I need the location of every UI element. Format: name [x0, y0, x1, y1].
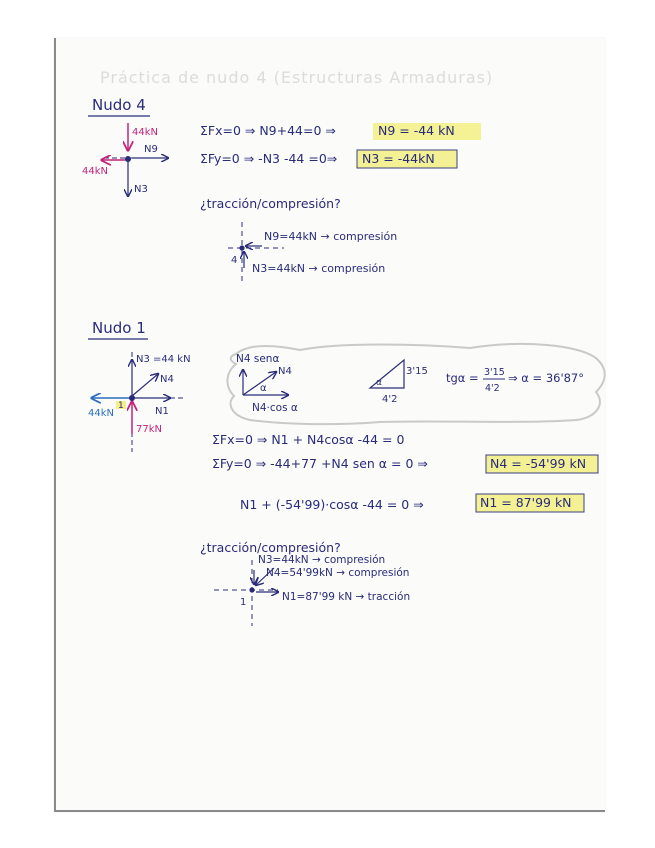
node1-n4-label: N4 — [160, 374, 174, 385]
node4-title: Nudo 4 — [92, 96, 146, 114]
node1-answer-number: 1 — [240, 597, 247, 608]
n4-arrow — [132, 374, 158, 396]
node4-answer-n9: N9=44kN → compresión — [264, 230, 398, 243]
node4-diagram — [82, 123, 168, 196]
tg-numerator: 3'15 — [484, 367, 505, 378]
node4-eq-fy-result: N3 = -44kN — [362, 151, 435, 166]
tangent-formula — [446, 367, 584, 394]
node4-eq-fy: ΣFy=0 ⇒ -N3 -44 =0⇒ — [200, 151, 338, 166]
node1-joint — [129, 395, 135, 401]
node1-eq-n1-result: N1 = 87'99 kN — [480, 495, 572, 510]
triangle-base-label: 4'2 — [382, 394, 398, 405]
bleed-through-text: Práctica de nudo 4 (Estructuras Armaduras) — [100, 68, 494, 87]
node1-n1-label: N1 — [155, 406, 169, 417]
node1-n3-label: N3 =44 kN — [136, 354, 191, 365]
node4-answer-sketch — [228, 222, 397, 282]
node1-question: ¿tracción/compresión? — [200, 540, 341, 555]
tg-result: ⇒ α = 36'87° — [508, 371, 584, 385]
node4-load-left-label: 44kN — [82, 166, 108, 177]
n4-decomposition-sketch — [236, 353, 298, 414]
angle-triangle — [370, 360, 428, 405]
node1-load-bottom-label: 77kN — [136, 424, 162, 435]
node1-title: Nudo 1 — [92, 319, 146, 337]
n9-label: N9 — [144, 144, 158, 155]
cloud-alpha-label: α — [260, 383, 267, 394]
node4-answer-joint — [239, 245, 244, 250]
triangle-height-label: 3'15 — [406, 366, 428, 377]
node1-load-left-label: 44kN — [88, 408, 114, 419]
node1-answer-joint — [249, 587, 254, 592]
node4-question: ¿tracción/compresión? — [200, 196, 341, 211]
node1-eq-n1: N1 + (-54'99)·cosα -44 = 0 ⇒ — [240, 497, 424, 512]
node1-number: 1 — [118, 401, 124, 411]
node4-number: 4 — [231, 255, 238, 266]
tg-prefix: tgα = — [446, 371, 479, 385]
node1-answer-n3: N3=44kN → compresión — [258, 554, 386, 566]
node4-load-top-label: 44kN — [132, 127, 158, 138]
node1-answer-n4: N4=54'99kN → compresión — [266, 567, 410, 579]
node4-eq-fx-result: N9 = -44 kN — [378, 123, 455, 138]
node1-eq-fy-result: N4 = -54'99 kN — [490, 456, 587, 471]
node4-answer-n3: N3=44kN → compresión — [252, 262, 386, 275]
node1-diagram — [88, 352, 191, 452]
tg-denominator: 4'2 — [485, 383, 500, 394]
node1-answer-sketch — [214, 554, 410, 626]
node1-eq-fy: ΣFy=0 ⇒ -44+77 +N4 sen α = 0 ⇒ — [212, 456, 428, 471]
node4-eq-fx: ΣFx=0 ⇒ N9+44=0 ⇒ — [200, 123, 336, 138]
cloud-n4-sen-label: N4 senα — [236, 353, 280, 365]
node1-answer-n1: N1=87'99 kN → tracción — [282, 591, 411, 603]
n3-label: N3 — [134, 184, 148, 195]
cloud-n4-cos-label: N4·cos α — [252, 402, 298, 414]
node4-joint — [125, 156, 131, 162]
node1-eq-fx: ΣFx=0 ⇒ N1 + N4cosα -44 = 0 — [212, 432, 405, 447]
triangle-alpha-label: α — [376, 378, 382, 388]
cloud-n4-label: N4 — [278, 366, 292, 377]
